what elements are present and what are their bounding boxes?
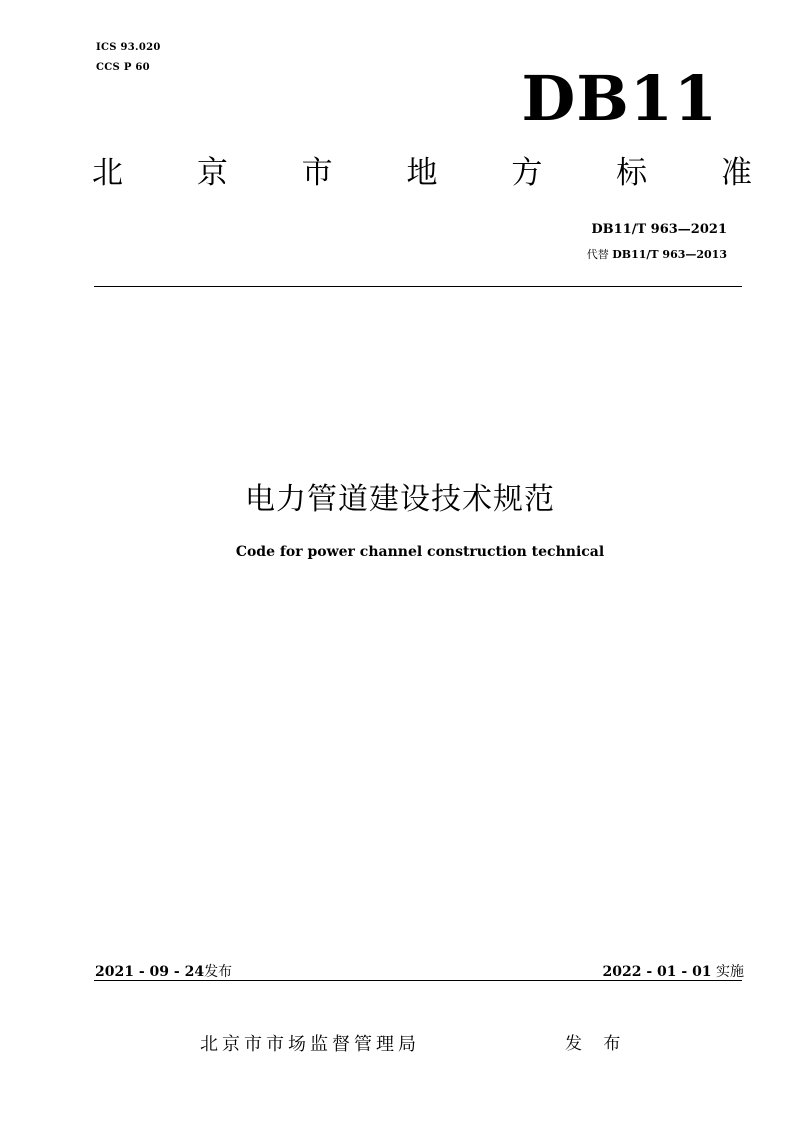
issuing-authority: 北京市市场监督管理局 xyxy=(200,1034,420,1055)
issue-date xyxy=(95,961,232,981)
standard-type-char: 标 xyxy=(616,155,648,191)
implement-label: 实施 xyxy=(716,964,744,980)
date-separator: - xyxy=(641,964,658,980)
implement-month: 01 xyxy=(657,964,677,980)
ccs-code: CCS P 60 xyxy=(96,62,150,73)
issuer-action: 发 布 xyxy=(565,1034,629,1054)
bottom-divider xyxy=(94,980,742,981)
top-divider xyxy=(94,286,742,287)
date-separator: - xyxy=(676,964,693,980)
standard-type-char: 市 xyxy=(301,155,333,191)
date-separator: - xyxy=(133,964,150,980)
db11-logo: DB11 xyxy=(521,62,718,135)
implement-year: 2022 xyxy=(602,964,642,980)
standard-type-char: 准 xyxy=(720,155,752,191)
standard-number: DB11/T 963—2021 xyxy=(591,222,727,237)
standard-type-char: 京 xyxy=(196,155,228,191)
issue-label: 发布 xyxy=(204,964,233,980)
standard-type-char: 地 xyxy=(406,155,438,191)
standard-type-heading xyxy=(92,155,752,191)
implementation-date xyxy=(602,961,744,981)
issue-year: 2021 xyxy=(95,964,134,980)
implement-day: 01 xyxy=(692,964,712,980)
title-chinese: 电力管道建设技术规范 xyxy=(245,482,555,517)
replaced-standard-code: DB11/T 963—2013 xyxy=(612,248,727,261)
date-separator: - xyxy=(169,964,185,980)
standard-type-char: 北 xyxy=(92,155,123,191)
replaces-line xyxy=(587,246,727,262)
issue-month: 09 xyxy=(149,964,170,980)
standard-type-char: 方 xyxy=(511,155,543,191)
ics-code: ICS 93.020 xyxy=(96,42,161,53)
replaces-label: 代替 xyxy=(586,248,609,261)
issue-day: 24 xyxy=(184,964,205,980)
title-english: Code for power channel construction technical xyxy=(235,544,605,560)
